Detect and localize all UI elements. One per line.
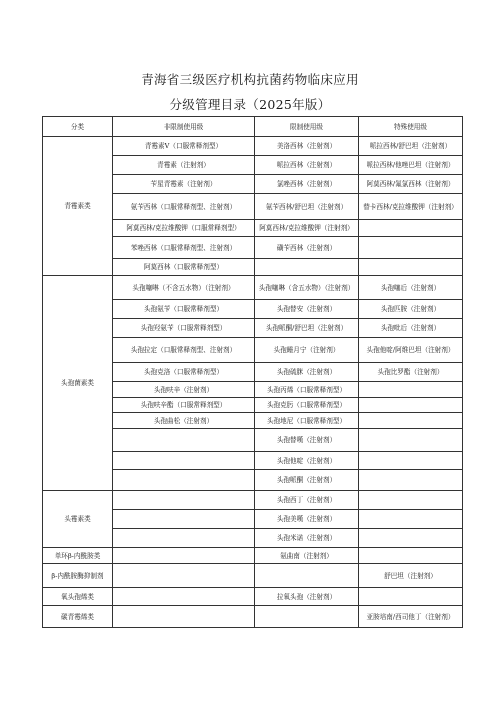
unrestricted-cell: 头孢呋辛（注射剂） [113,382,255,398]
unrestricted-cell [113,564,255,588]
category-cell: 头霉素类 [43,491,113,548]
restricted-cell: 拉氧头孢（注射剂） [255,588,359,606]
header-special: 特殊使用级 [359,117,463,137]
restricted-cell: 头孢米诺（注射剂） [255,529,359,548]
unrestricted-cell [113,510,255,529]
special-cell [359,220,463,237]
special-cell [359,413,463,429]
table-row [43,564,463,588]
special-cell: 头孢噻后（注射剂） [359,276,463,300]
document-title-line2: 分级管理目录（2025年版） [169,97,331,112]
category-cell: 头孢菌素类 [43,276,113,491]
special-cell: 头孢比罗酯（注射剂） [359,363,463,382]
special-cell [359,548,463,564]
table-row [43,588,463,606]
special-cell [359,429,463,452]
unrestricted-cell [113,470,255,491]
restricted-cell: 阿莫西林/克拉维酸钾（注射剂） [255,220,359,237]
restricted-cell: 哌拉西林（注射剂） [255,156,359,175]
special-cell [359,491,463,510]
special-cell [359,452,463,470]
unrestricted-cell: 青霉素V（口服常释剂型） [113,137,255,156]
unrestricted-cell: 阿莫西林/克拉维酸钾（口服常释剂型） [113,220,255,237]
category-cell: 单环β-内酰胺类 [43,548,113,564]
unrestricted-cell [113,606,255,628]
restricted-cell: 氨苄西林/舒巴坦（注射剂） [255,194,359,220]
special-cell [359,398,463,413]
unrestricted-cell: 头孢羟氨苄（口服常释剂型） [113,319,255,338]
restricted-cell: 头孢替安（注射剂） [255,300,359,319]
special-cell: 哌拉西林/他唑巴坦（注射剂） [359,156,463,175]
special-cell: 头孢他啶/阿维巴坦（注射剂） [359,338,463,363]
header-unrestricted: 非限制使用级 [113,117,255,137]
restricted-cell: 头孢丙烯（口服常释剂型） [255,382,359,398]
restricted-cell: 头孢睡月宁（注射剂） [255,338,359,363]
header-restricted: 限制使用级 [255,117,359,137]
unrestricted-cell: 苯唑西林（口服常释剂型、注射剂） [113,237,255,259]
restricted-cell: 磺苄西林（注射剂） [255,237,359,259]
special-cell: 替卡西林/克拉维酸钾（注射剂） [359,194,463,220]
unrestricted-cell: 氨苄西林（口服常释剂型、注射剂） [113,194,255,220]
table-row [43,276,463,300]
table-header-row [43,117,463,137]
category-cell: 青霉素类 [43,137,113,276]
special-cell [359,237,463,259]
special-cell: 亚胺培南/西司他丁（注射剂） [359,606,463,628]
unrestricted-cell: 青霉素（注射剂） [113,156,255,175]
restricted-cell: 头孢克肟（口服常释剂型） [255,398,359,413]
restricted-cell: 头孢替嘆（注射剂） [255,429,359,452]
table-row [43,606,463,628]
special-cell [359,529,463,548]
restricted-cell: 头孢美嘆（注射剂） [255,510,359,529]
special-cell [359,588,463,606]
restricted-cell: 头孢哌酮（注射剂） [255,470,359,491]
restricted-cell [255,606,359,628]
restricted-cell: 头孢他啶（注射剂） [255,452,359,470]
restricted-cell: 头孢地尼（口服常释剂型） [255,413,359,429]
unrestricted-cell [113,491,255,510]
special-cell: 头孢吡后（注射剂） [359,319,463,338]
unrestricted-cell: 头孢呋辛酯（口服常释剂型） [113,398,255,413]
category-cell: 碳青霉烯类 [43,606,113,628]
category-cell: β-内酰胺酶抑制剂 [43,564,113,588]
special-cell: 阿莫西林/氟氯西林（注射剂） [359,175,463,194]
unrestricted-cell: 头孢曲松（注射剂） [113,413,255,429]
unrestricted-cell: 头孢噻啉（不含五水物）（注射剂） [113,276,255,300]
table-row [43,137,463,156]
header-category: 分类 [43,117,113,137]
unrestricted-cell [113,452,255,470]
unrestricted-cell [113,429,255,452]
unrestricted-cell: 苄星青霉素（注射剂） [113,175,255,194]
unrestricted-cell: 头孢拉定（口服常释剂型、注射剂） [113,338,255,363]
special-cell: 舒巴坦（注射剂） [359,564,463,588]
unrestricted-cell: 头孢氨苄（口服常释剂型） [113,300,255,319]
restricted-cell [255,259,359,276]
table-row [43,491,463,510]
restricted-cell: 头孢硫脒（注射剂） [255,363,359,382]
restricted-cell: 头孢噻啉（含五水物）（注射剂） [255,276,359,300]
special-cell [359,259,463,276]
restricted-cell: 头孢西丁（注射剂） [255,491,359,510]
restricted-cell: 头孢哌酮/舒巴坦（注射剂） [255,319,359,338]
special-cell [359,470,463,491]
table-row [43,548,463,564]
unrestricted-cell [113,588,255,606]
restricted-cell: 氨曲南（注射剂） [255,548,359,564]
restricted-cell: 氯唑西林（注射剂） [255,175,359,194]
restricted-cell [255,564,359,588]
restricted-cell: 美洛西林（注射剂） [255,137,359,156]
special-cell: 哌拉西林/舒巴坦（注射剂） [359,137,463,156]
special-cell [359,510,463,529]
unrestricted-cell: 阿莫西林（口服常释剂型） [113,259,255,276]
category-cell: 氧头孢烯类 [43,588,113,606]
document-title-line1: 青海省三级医疗机构抗菌药物临床应用 [141,72,359,87]
unrestricted-cell [113,548,255,564]
unrestricted-cell: 头孢克洛（口服常释剂型） [113,363,255,382]
special-cell: 头孢匹胺（注射剂） [359,300,463,319]
special-cell [359,382,463,398]
unrestricted-cell [113,529,255,548]
antibiotic-catalog-table [42,116,463,628]
